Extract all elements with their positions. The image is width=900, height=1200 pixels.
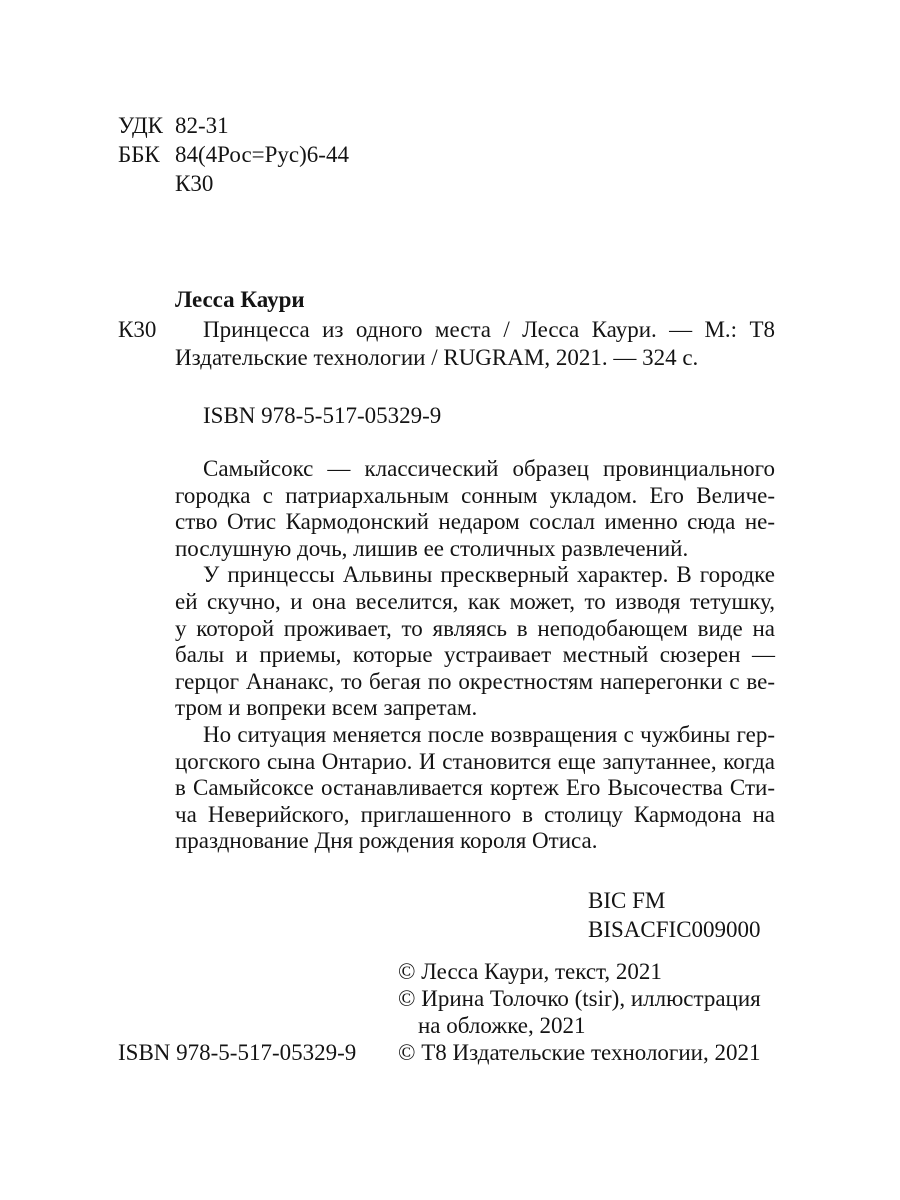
annotation-line: ство Отис Кармодонский недаром сослал именно сюда не-: [175, 509, 775, 535]
bbk-value: 84(4Рос=Рус)6-44: [175, 142, 349, 167]
copyright-illustrator: © Ирина Толочко (tsir), иллюстрация: [398, 986, 761, 1011]
annotation-paragraph: [175, 722, 775, 855]
copyright-author: © Лесса Каури, текст, 2021: [398, 959, 662, 984]
copyright-illustrator-cont: на обложке, 2021: [418, 1013, 586, 1038]
udk-value: 82-31: [175, 113, 229, 138]
copyright-publisher: © Т8 Издательские технологии, 2021: [398, 1040, 761, 1065]
annotation-line: балы и приемы, которые устраивает местный сюзерен —: [175, 642, 775, 668]
annotation-line: городка с патриархальным сонным укладом. Его Величе-: [175, 482, 775, 508]
annotation-line: Но ситуация меняется после возвращения с чужбины гер-: [203, 721, 775, 747]
udk-label: УДК: [118, 113, 163, 138]
annotation-line: послушную дочь, лишив ее столичных развлечений.: [175, 535, 689, 561]
annotation-line: цогского сына Онтарио. И становится еще запутаннее, когда: [175, 748, 775, 774]
annotation-paragraph: [175, 456, 775, 562]
footer-isbn: ISBN 978-5-517-05329-9: [118, 1040, 357, 1065]
annotation-line: Самыйсокс — классический образец провинциального: [203, 456, 775, 481]
entry-author-sign: К30: [118, 317, 157, 342]
entry-line-1: Принцесса из одного места / Лесса Каури. — М.: Т8: [203, 317, 775, 342]
annotation-line: у которой проживает, то являясь в неподобающем виде на: [175, 615, 775, 641]
bisac-code: BISACFIC009000: [588, 917, 761, 942]
entry-isbn: ISBN 978-5-517-05329-9: [203, 403, 442, 428]
entry-line-2: Издательские технологии / RUGRAM, 2021. — 324 с.: [175, 345, 699, 370]
annotation-line: У принцессы Альвины прескверный характер. В городке: [203, 562, 775, 588]
author-heading: Лесса Каури: [175, 287, 305, 312]
annotation-line: ей скучно, и она веселится, как может, то изводя тетушку,: [175, 588, 775, 614]
annotation-line: ча Неверийского, приглашенного в столицу Кармодона на: [175, 801, 775, 827]
subject-codes: [588, 886, 761, 944]
author-sign: К30: [175, 171, 214, 196]
bbk-label: ББК: [118, 142, 160, 167]
bic-code: BIC FM: [588, 888, 666, 913]
annotation: [175, 456, 775, 855]
annotation-line: в Самыйсоксе останавливается кортеж Его Высочества Сти-: [175, 775, 775, 801]
bibliographic-entry: [175, 316, 775, 372]
annotation-line: тром и вопреки всем запретам.: [175, 695, 478, 721]
annotation-line: герцог Ананакс, то бегая по окрестностям наперегонки с ве-: [175, 668, 775, 694]
annotation-paragraph: [175, 562, 775, 722]
annotation-line: празднование Дня рождения короля Отиса.: [175, 828, 598, 854]
copyright-block: [398, 958, 761, 1066]
